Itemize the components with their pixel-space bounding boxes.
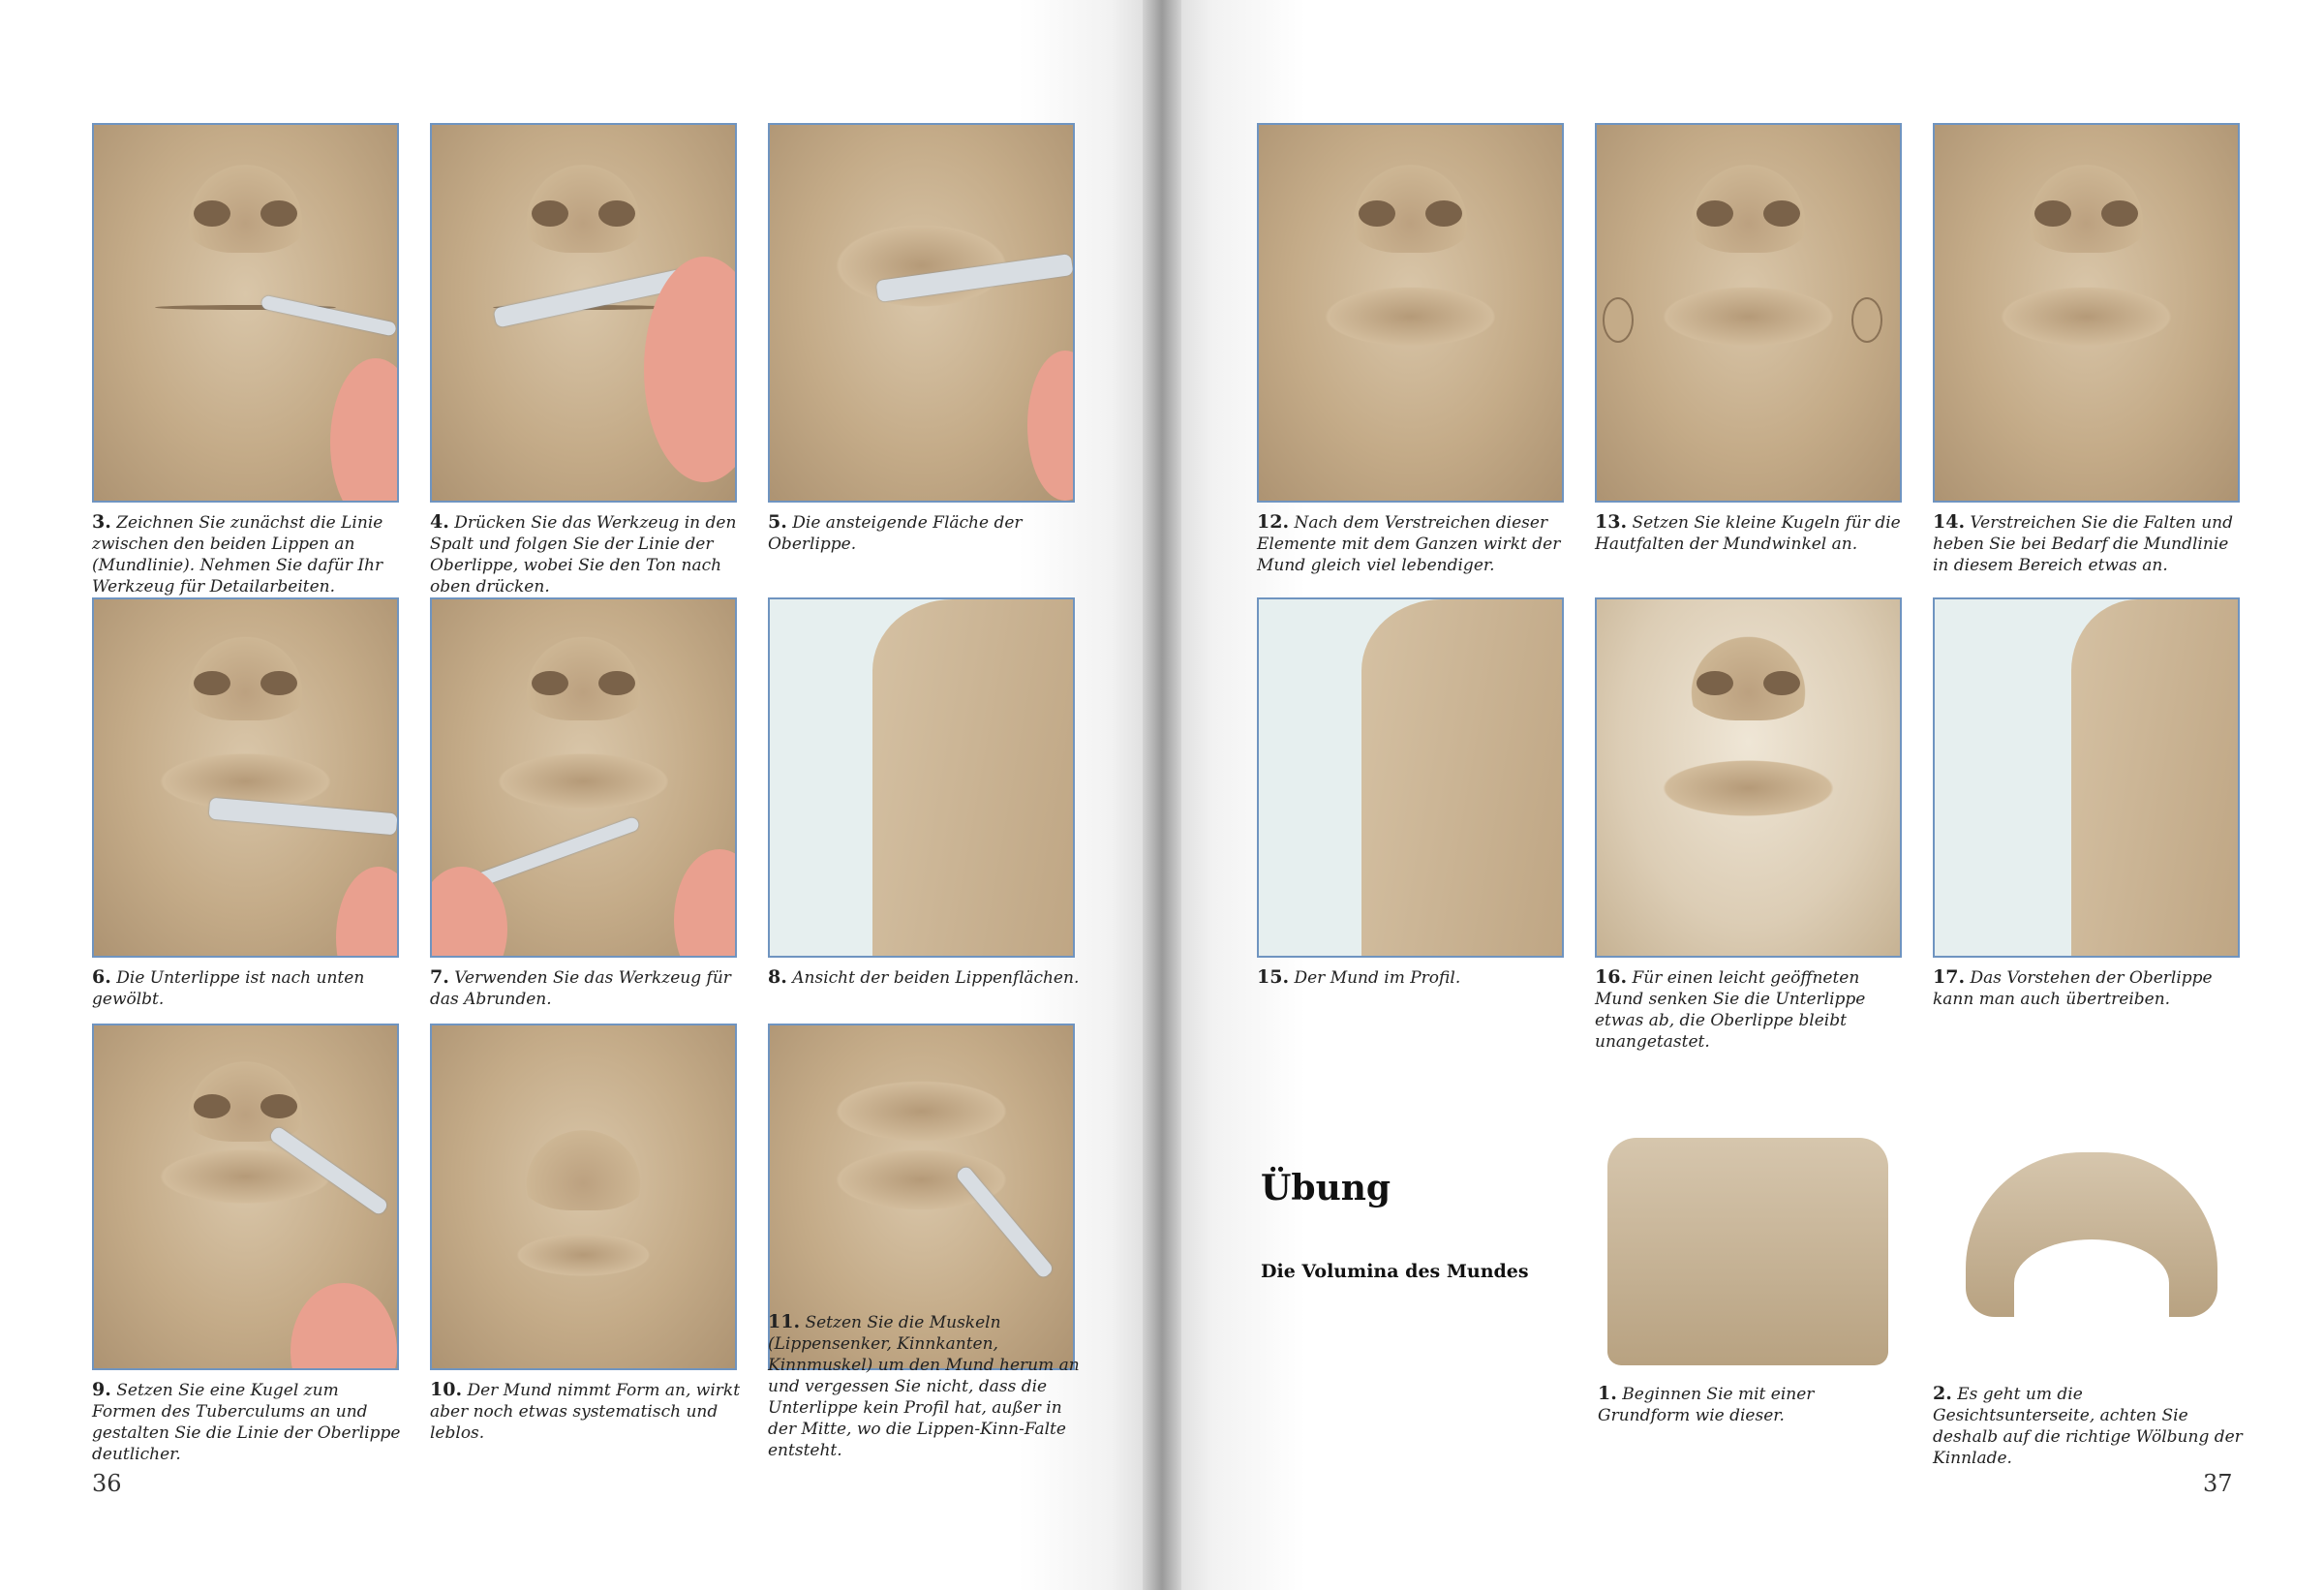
caption-step-3: 3. Zeichnen Sie zunächst die Linie zwischen den beiden Lippen an (Mundlinie). Nehmen Sie dafür Ihr Werkzeug für Detailarbeiten. xyxy=(92,511,383,596)
section-subtitle: Die Volumina des Mundes xyxy=(1261,1261,1529,1282)
caption-exercise-2: 2. Es geht um die Gesichtsunterseite, achten Sie deshalb auf die richtige Wölbung der Kinnlade. xyxy=(1933,1383,2243,1468)
caption-step-16: 16. Für einen leicht geöffneten Mund senken Sie die Unterlippe etwas ab, die Oberlippe bleibt unangetastet. xyxy=(1595,966,1866,1052)
caption-step-8: 8. Ansicht der beiden Lippenflächen. xyxy=(768,966,1080,988)
photo-step-8 xyxy=(768,597,1075,958)
caption-step-10: 10. Der Mund nimmt Form an, wirkt aber noch etwas systematisch und leblos. xyxy=(430,1379,741,1443)
caption-step-9: 9. Setzen Sie eine Kugel zum Formen des Tuberculums an und gestalten Sie die Linie der Oberlippe deutlicher. xyxy=(92,1379,401,1464)
caption-step-11: 11. Setzen Sie die Muskeln (Lippensenker, Kinnkanten, Kinnmuskel) um den Mund herum an und vergessen Sie nicht, dass die Unterlippe kein Profil hat, außer in der Mitte, wo die Lippen-Kinn-Falte entsteht. xyxy=(768,1311,1080,1460)
caption-step-14: 14. Verstreichen Sie die Falten und heben Sie bei Bedarf die Mundlinie in diesem Bereich etwas an. xyxy=(1933,511,2234,575)
caption-step-17: 17. Das Vorstehen der Oberlippe kann man auch übertreiben. xyxy=(1933,966,2213,1009)
photo-step-6 xyxy=(92,597,399,958)
photo-step-9 xyxy=(92,1024,399,1370)
photo-step-14 xyxy=(1933,123,2240,503)
caption-step-5: 5. Die ansteigende Fläche der Oberlippe. xyxy=(768,511,1023,554)
photo-exercise-2 xyxy=(1937,1143,2237,1327)
caption-step-6: 6. Die Unterlippe ist nach unten gewölbt. xyxy=(92,966,365,1009)
page-number-right: 37 xyxy=(2203,1470,2233,1497)
photo-step-16 xyxy=(1595,597,1902,958)
caption-exercise-1: 1. Beginnen Sie mit einer Grundform wie dieser. xyxy=(1598,1383,1815,1425)
caption-step-13: 13. Setzen Sie kleine Kugeln für die Hautfalten der Mundwinkel an. xyxy=(1595,511,1901,554)
caption-step-7: 7. Verwenden Sie das Werkzeug für das Abrunden. xyxy=(430,966,731,1009)
book-gutter xyxy=(1143,0,1181,1590)
photo-step-13 xyxy=(1595,123,1902,503)
caption-step-15: 15. Der Mund im Profil. xyxy=(1257,966,1461,988)
photo-exercise-1 xyxy=(1598,1123,1898,1375)
caption-step-4: 4. Drücken Sie das Werkzeug in den Spalt und folgen Sie der Linie der Oberlippe, wobei Sie den Ton nach oben drücken. xyxy=(430,511,737,596)
caption-step-12: 12. Nach dem Verstreichen dieser Elemente mit dem Ganzen wirkt der Mund gleich viel lebendiger. xyxy=(1257,511,1561,575)
photo-step-7 xyxy=(430,597,737,958)
section-title: Übung xyxy=(1261,1168,1391,1208)
photo-step-5 xyxy=(768,123,1075,503)
photo-step-15 xyxy=(1257,597,1564,958)
photo-step-4 xyxy=(430,123,737,503)
photo-step-12 xyxy=(1257,123,1564,503)
page-number-left: 36 xyxy=(92,1470,122,1497)
photo-step-3 xyxy=(92,123,399,503)
photo-step-17 xyxy=(1933,597,2240,958)
photo-step-10 xyxy=(430,1024,737,1370)
